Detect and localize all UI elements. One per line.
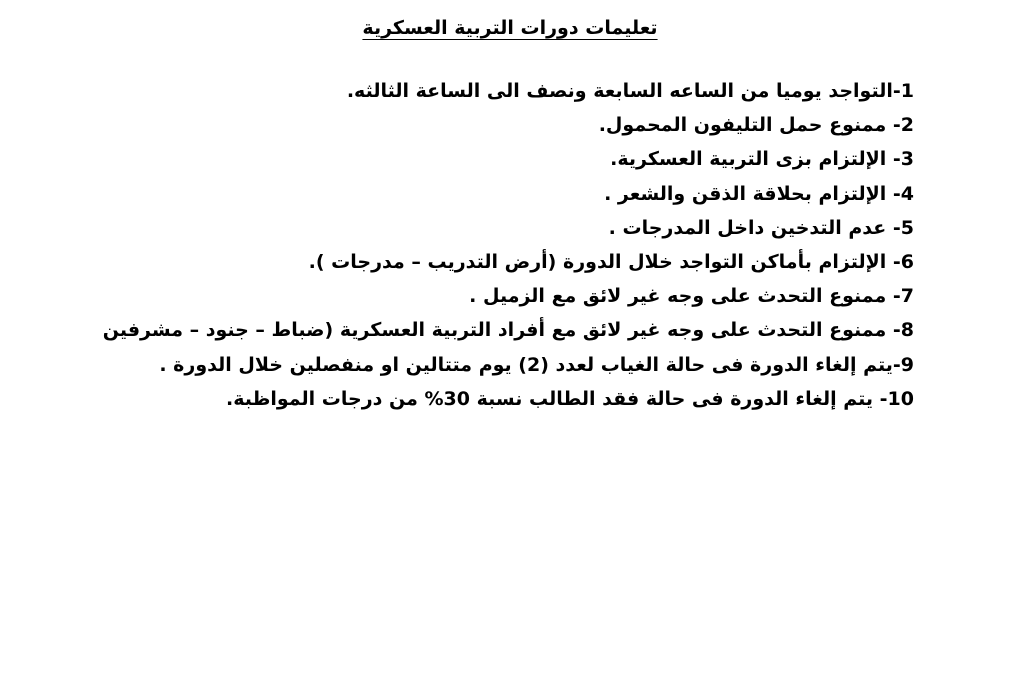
rule-item-9: 9-يتم إلغاء الدورة فى حالة الغياب لعدد (2) يوم متتالين او منفصلين خلال الدورة . xyxy=(159,353,914,376)
rule-item-10: 10- يتم إلغاء الدورة فى حالة فقد الطالب نسبة 30% من درجات المواظبة. xyxy=(225,387,914,410)
rule-item-3: 3- الإلتزام بزى التربية العسكرية. xyxy=(610,148,914,171)
rule-item-4: 4- الإلتزام بحلاقة الذقن والشعر . xyxy=(604,182,914,205)
rule-item-8: 8- ممنوع التحدث على وجه غير لائق مع أفراد التربية العسكرية (ضباط – جنود – مشرفين xyxy=(102,319,914,342)
rule-item-6: 6- الإلتزام بأماكن التواجد خلال الدورة (أرض التدريب – مدرجات ). xyxy=(308,250,914,273)
rule-item-2: 2- ممنوع حمل التليفون المحمول. xyxy=(598,114,914,137)
rules-list xyxy=(102,74,914,416)
document-title: تعليمات دورات التربية العسكرية xyxy=(362,17,658,39)
rule-item-5: 5- عدم التدخين داخل المدرجات . xyxy=(608,216,914,239)
rule-item-7: 7- ممنوع التحدث على وجه غير لائق مع الزميل . xyxy=(469,285,914,308)
rule-item-1: 1-التواجد يوميا من الساعه السابعة ونصف الى الساعة الثالثه. xyxy=(346,80,914,102)
